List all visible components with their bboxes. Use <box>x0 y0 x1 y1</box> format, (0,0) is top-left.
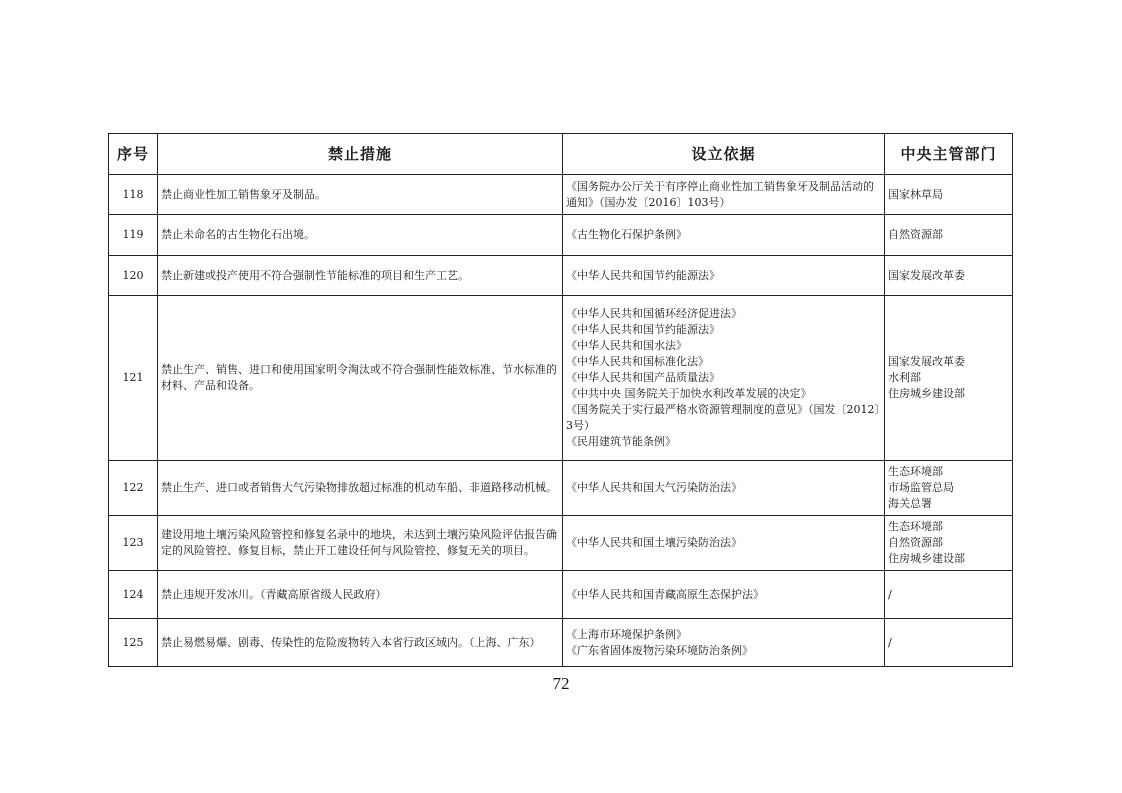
table-row <box>109 296 1013 461</box>
basis-item: 《国务院办公厅关于有序停止商业性加工销售象牙及制品活动的通知》（国办发〔2016〕103号） <box>566 179 874 209</box>
header-prohibited-measure: 禁止措施 <box>158 134 563 175</box>
row-authority <box>885 215 1013 256</box>
row-basis <box>563 175 885 215</box>
authority-item: 自然资源部 <box>888 536 943 549</box>
basis-item: 《广东省固体废物污染环境防治条例》 <box>566 643 753 657</box>
row-authority <box>885 571 1013 619</box>
table-row <box>109 571 1013 619</box>
row-serial-number: 125 <box>109 619 158 667</box>
row-basis <box>563 461 885 516</box>
authority-item: 生态环境部 <box>888 520 943 533</box>
basis-item: 《中华人民共和国土壤污染防治法》 <box>566 536 742 549</box>
basis-item: 《中华人民共和国大气污染防治法》 <box>566 481 742 494</box>
authority-item: / <box>888 635 892 649</box>
row-basis <box>563 215 885 256</box>
authority-item: 国家林草局 <box>888 187 943 201</box>
row-authority <box>885 296 1013 461</box>
table-row <box>109 619 1013 667</box>
page-number: 72 <box>552 674 570 693</box>
authority-item: / <box>888 587 892 601</box>
row-serial-number: 118 <box>109 175 158 215</box>
row-measure: 禁止违规开发冰川。（青藏高原省级人民政府） <box>158 571 563 619</box>
regulation-table <box>108 133 1013 667</box>
authority-item: 生态环境部 <box>888 465 943 478</box>
authority-item: 水利部 <box>888 371 921 384</box>
basis-item: 《中共中央 国务院关于加快水利改革发展的决定》 <box>566 387 812 400</box>
basis-item: 《中华人民共和国标准化法》 <box>566 355 709 368</box>
table-row <box>109 461 1013 516</box>
basis-item: 《古生物化石保护条例》 <box>566 228 687 241</box>
row-serial-number: 123 <box>109 516 158 571</box>
row-measure: 禁止生产、进口或者销售大气污染物排放超过标准的机动车船、非道路移动机械。 <box>158 461 563 516</box>
row-authority <box>885 619 1013 667</box>
row-basis <box>563 296 885 461</box>
row-measure: 禁止生产、销售、进口和使用国家明令淘汰或不符合强制性能效标准、节水标准的材料、产品和设备。 <box>158 296 563 461</box>
authority-item: 住房城乡建设部 <box>888 552 965 565</box>
row-basis <box>563 516 885 571</box>
row-measure: 禁止新建或投产使用不符合强制性节能标准的项目和生产工艺。 <box>158 256 563 296</box>
authority-item: 住房城乡建设部 <box>888 387 965 400</box>
table-row <box>109 215 1013 256</box>
table-row <box>109 256 1013 296</box>
row-measure: 禁止未命名的古生物化石出境。 <box>158 215 563 256</box>
row-basis <box>563 571 885 619</box>
row-basis <box>563 256 885 296</box>
row-measure: 建设用地土壤污染风险管控和修复名录中的地块，未达到土壤污染风险评估报告确定的风险管控、修复目标，禁止开工建设任何与风险管控、修复无关的项目。 <box>158 516 563 571</box>
table-row <box>109 175 1013 215</box>
authority-item: 市场监管总局 <box>888 481 954 494</box>
basis-item: 《中华人民共和国青藏高原生态保护法》 <box>566 587 764 601</box>
basis-item: 《中华人民共和国节约能源法》 <box>566 268 720 282</box>
row-measure: 禁止商业性加工销售象牙及制品。 <box>158 175 563 215</box>
authority-item: 海关总署 <box>888 497 932 510</box>
basis-item: 《中华人民共和国循环经济促进法》 <box>566 307 742 320</box>
header-central-authority: 中央主管部门 <box>885 134 1013 175</box>
basis-item: 《中华人民共和国节约能源法》 <box>566 323 720 336</box>
row-serial-number: 122 <box>109 461 158 516</box>
basis-item: 《民用建筑节能条例》 <box>566 435 676 448</box>
row-authority <box>885 175 1013 215</box>
header-serial-number: 序号 <box>109 134 158 175</box>
row-authority <box>885 256 1013 296</box>
row-serial-number: 121 <box>109 296 158 461</box>
row-measure: 禁止易燃易爆、剧毒、传染性的危险废物转入本省行政区域内。（上海、广东） <box>158 619 563 667</box>
basis-item: 《中华人民共和国产品质量法》 <box>566 371 720 384</box>
basis-item: 《国务院关于实行最严格水资源管理制度的意见》（国发〔2012〕3号） <box>566 403 880 432</box>
table-row <box>109 516 1013 571</box>
row-serial-number: 119 <box>109 215 158 256</box>
authority-item: 自然资源部 <box>888 228 943 241</box>
authority-item: 国家发展改革委 <box>888 268 965 282</box>
basis-item: 《中华人民共和国水法》 <box>566 339 687 352</box>
row-serial-number: 120 <box>109 256 158 296</box>
basis-item: 《上海市环境保护条例》 <box>566 627 687 641</box>
authority-item: 国家发展改革委 <box>888 355 965 368</box>
header-legal-basis: 设立依据 <box>563 134 885 175</box>
row-authority <box>885 461 1013 516</box>
table-header-row <box>109 134 1013 175</box>
row-authority <box>885 516 1013 571</box>
row-serial-number: 124 <box>109 571 158 619</box>
row-basis <box>563 619 885 667</box>
